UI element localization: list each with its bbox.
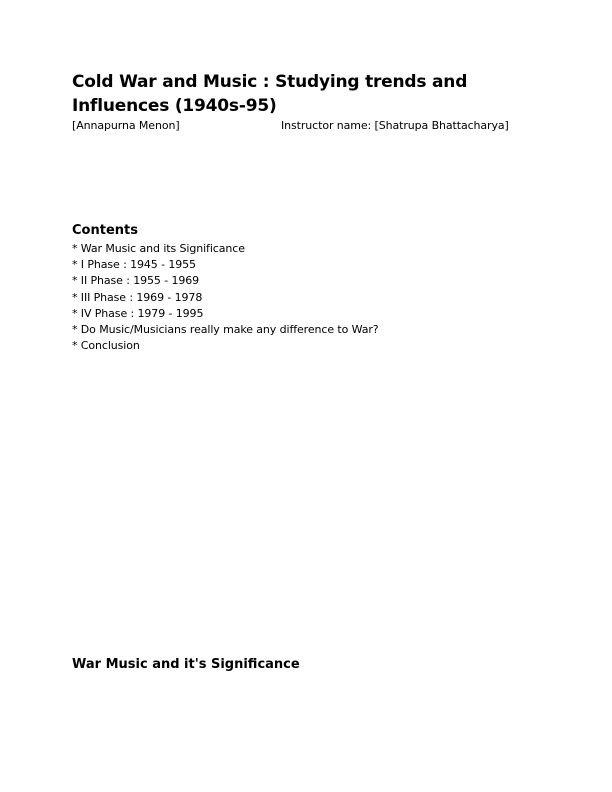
contents-item: * War Music and its Significance <box>72 242 245 255</box>
contents-item: * IV Phase : 1979 - 1995 <box>72 306 204 320</box>
contents-heading: Contents <box>72 223 138 238</box>
contents-item: * I Phase : 1945 - 1955 <box>72 258 196 272</box>
contents-item: * Conclusion <box>72 339 140 353</box>
section-heading: War Music and it's Significance <box>72 657 300 672</box>
contents-list <box>72 241 379 354</box>
contents-item: * II Phase : 1955 - 1969 <box>72 274 200 288</box>
author-name: [Annapurna Menon] <box>72 119 180 132</box>
document-title: Cold War and Music : Studying trends and Influences (1940s-95) <box>72 72 468 116</box>
contents-item: * III Phase : 1969 - 1978 <box>72 290 203 304</box>
instructor-name: Instructor name: [Shatrupa Bhattacharya] <box>281 119 509 132</box>
contents-item: * Do Music/Musicians really make any difference to War? <box>72 323 379 337</box>
